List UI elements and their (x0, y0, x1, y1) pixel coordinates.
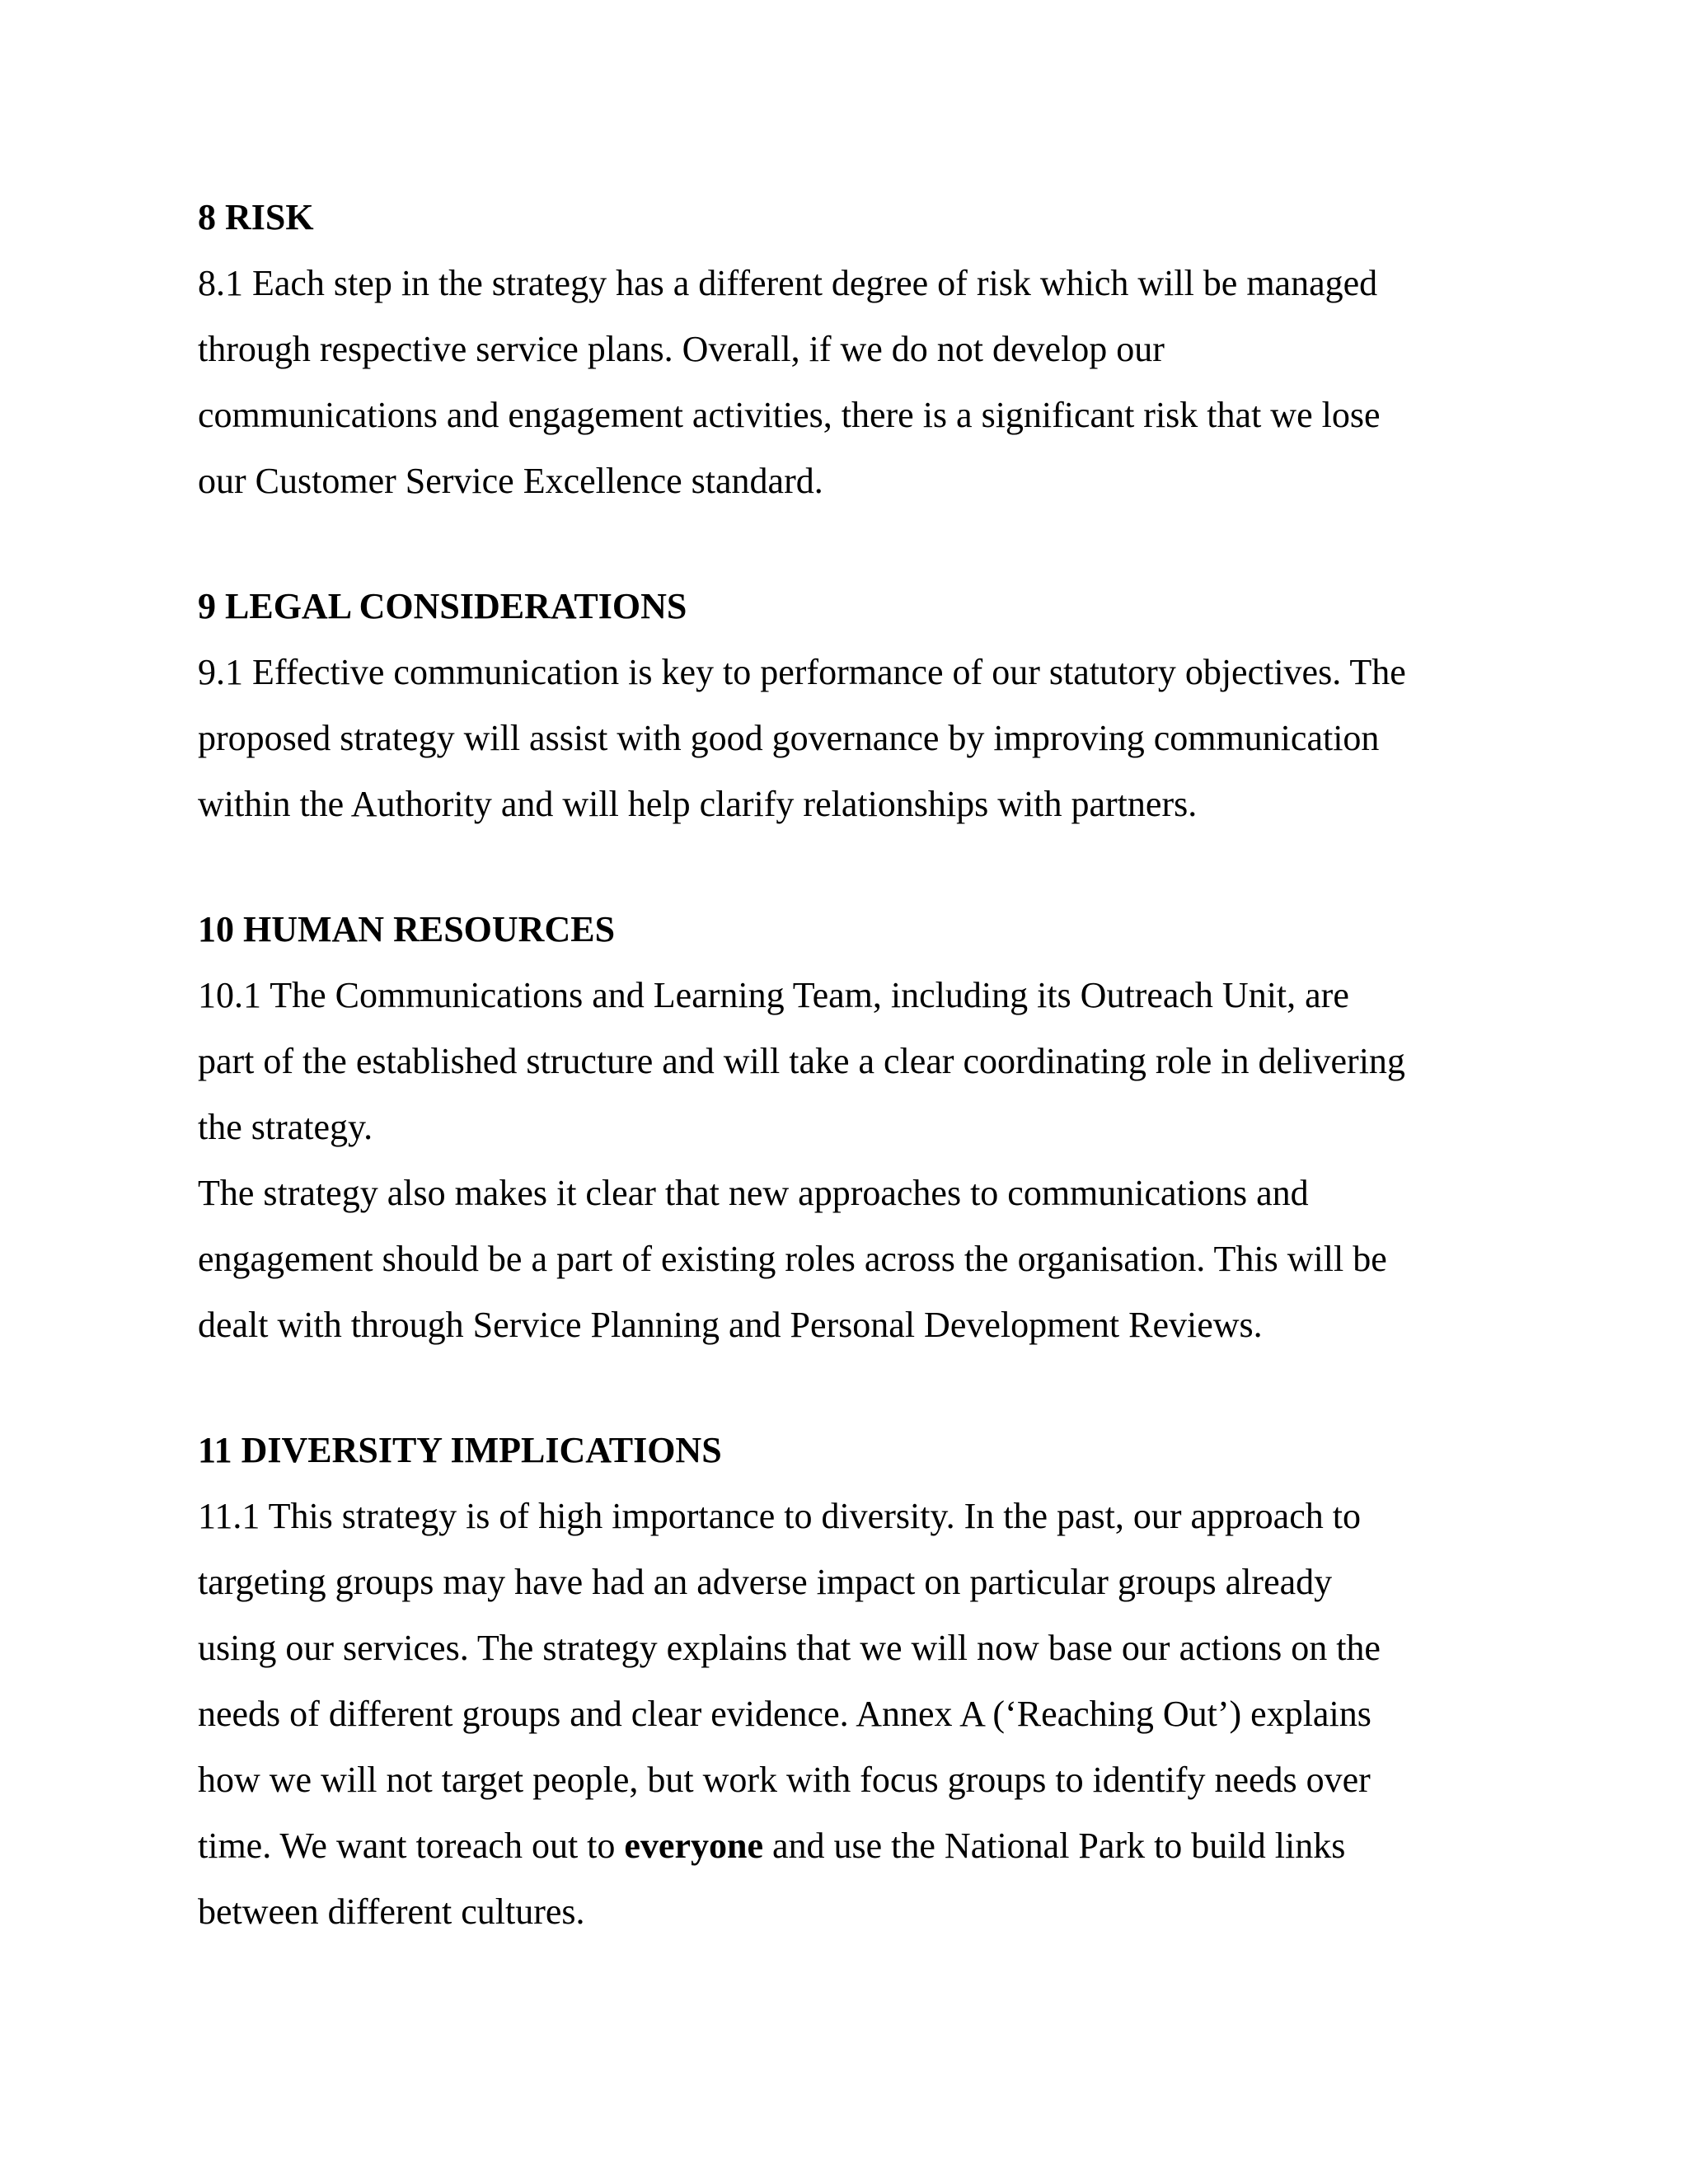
paragraph-line: the strategy. (198, 1107, 373, 1147)
section-heading: 8 RISK (198, 197, 314, 237)
emphasis-everyone: everyone (624, 1825, 763, 1866)
text-run: time. We want toreach out to (198, 1825, 625, 1866)
paragraph-line: 11.1 This strategy is of high importance to diversity. In the past, our approach to (198, 1496, 1361, 1536)
section-heading: 11 DIVERSITY IMPLICATIONS (198, 1430, 722, 1470)
paragraph-line: targeting groups may have had an adverse impact on particular groups already (198, 1562, 1333, 1602)
paragraph-line: our Customer Service Excellence standard. (198, 461, 823, 501)
section-heading: 9 LEGAL CONSIDERATIONS (198, 586, 687, 626)
section-heading: 10 HUMAN RESOURCES (198, 909, 616, 949)
paragraph-line: needs of different groups and clear evidence. Annex A (‘Reaching Out’) explains (198, 1694, 1372, 1734)
paragraph-line: how we will not target people, but work with focus groups to identify needs over (198, 1760, 1371, 1800)
section-risk (198, 191, 1500, 514)
section-human-resources (198, 903, 1500, 1358)
text-run: and use the National Park to build links (762, 1825, 1346, 1866)
paragraph-line: engagement should be a part of existing roles across the organisation. This will be (198, 1239, 1387, 1279)
paragraph-line: 10.1 The Communications and Learning Team, including its Outreach Unit, are (198, 975, 1349, 1015)
paragraph-line: 9.1 Effective communication is key to performance of our statutory objectives. The (198, 652, 1406, 692)
paragraph-line: communications and engagement activities, there is a significant risk that we lose (198, 395, 1381, 435)
paragraph-line: between different cultures. (198, 1891, 585, 1932)
paragraph-line: within the Authority and will help clarify relationships with partners. (198, 784, 1198, 824)
section-legal-considerations (198, 580, 1500, 837)
paragraph-line-with-emphasis (198, 1813, 1500, 1879)
paragraph-line: using our services. The strategy explains that we will now base our actions on the (198, 1628, 1381, 1668)
paragraph-line: The strategy also makes it clear that new approaches to communications and (198, 1173, 1309, 1213)
document-body (198, 191, 1500, 1945)
paragraph-line: dealt with through Service Planning and Personal Development Reviews. (198, 1305, 1263, 1345)
paragraph-line: part of the established structure and will take a clear coordinating role in delivering (198, 1041, 1405, 1081)
paragraph-line: through respective service plans. Overall, if we do not develop our (198, 329, 1165, 369)
paragraph-line: proposed strategy will assist with good governance by improving communication (198, 718, 1380, 758)
section-diversity-implications (198, 1424, 1500, 1945)
paragraph-line: 8.1 Each step in the strategy has a different degree of risk which will be managed (198, 263, 1378, 303)
